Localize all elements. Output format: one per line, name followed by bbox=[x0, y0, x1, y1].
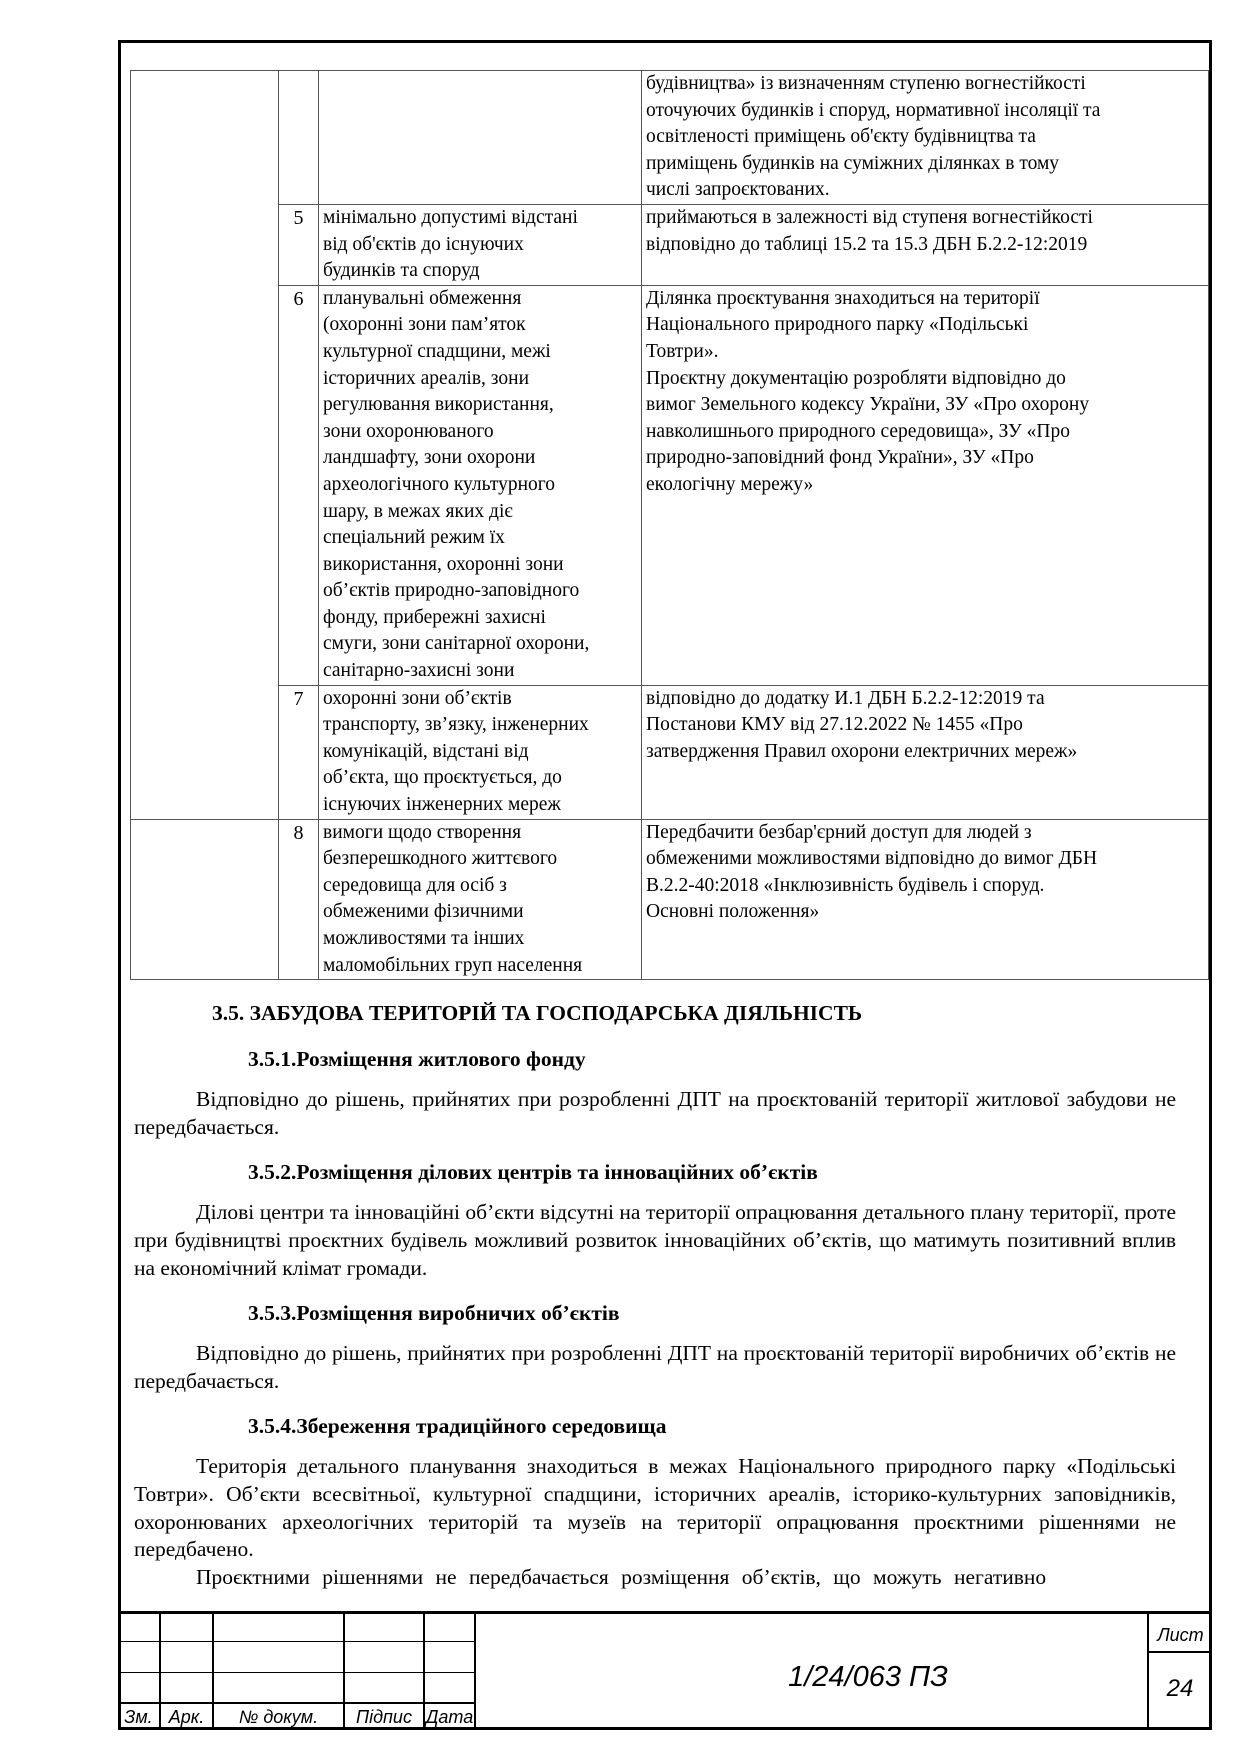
sheet-number: 24 bbox=[1166, 1675, 1194, 1702]
stamp-label-doc-num: № докум. bbox=[238, 1707, 319, 1727]
blank-cell bbox=[131, 204, 279, 285]
subsection-3 bbox=[130, 1298, 1210, 1395]
cell-line: від об'єктів до існуючих bbox=[323, 233, 524, 255]
cell-line: комунікацій, відстані від bbox=[323, 740, 529, 762]
cell-line: Передбачити безбар'єрний доступ для людей з bbox=[646, 821, 1032, 843]
cell-line: використання, охоронні зони bbox=[323, 553, 564, 575]
cell-line: затвердження Правил охорони електричних мереж» bbox=[646, 740, 1078, 762]
subsection-title: 3.5.1.Розміщення житлового фонду bbox=[248, 1047, 586, 1072]
cell-line: відповідно до додатку И.1 ДБН Б.2.2-12:2019 та bbox=[646, 687, 1045, 709]
requirements-table bbox=[130, 70, 1209, 980]
cell-line: історичних ареалів, зони bbox=[323, 367, 530, 389]
subsection-2 bbox=[130, 1157, 1210, 1282]
cell-line: відповідно до таблиці 15.2 та 15.3 ДБН Б.2.2-12:2019 bbox=[646, 233, 1088, 255]
row-number: 5 bbox=[279, 204, 319, 285]
paragraph: Ділові центри та інноваційні об’єкти відсутні на території опрацювання детального плану території, проте при будівництві проєктних будівель можливий розвиток інноваційних об’єктів, що матимуть позитивний вплив на економічний клімат громади. bbox=[134, 1200, 1176, 1280]
cell-line: оточуючих будинків і споруд, нормативної інсоляції та bbox=[646, 99, 1101, 121]
value-cell bbox=[642, 819, 1209, 980]
stamp-label-date: Дата bbox=[425, 1707, 474, 1727]
value-cell bbox=[642, 285, 1209, 685]
table-row bbox=[131, 685, 1209, 819]
cell-line: обмеженими фізичними bbox=[323, 901, 524, 923]
stamp-label-zm: Зм. bbox=[124, 1707, 153, 1727]
parameter-cell bbox=[319, 685, 642, 819]
cell-line: будівництва» із визначенням ступеню вогнестійкості bbox=[646, 73, 1086, 94]
paragraph: Територія детального планування знаходиться в межах Національного природного парку «Подільські Товтри». Об’єкти всесвітньої, культурної спадщини, історичних ареалів, історико-культурних заповідників, охоронюваних археологічних територій та музеїв на території опрацювання проєктними рішеннями не передбачено. bbox=[134, 1454, 1176, 1562]
cell-line: маломобільних груп населення bbox=[323, 954, 583, 976]
stamp-label-ark: Арк. bbox=[168, 1707, 205, 1727]
blank-cell bbox=[131, 71, 279, 205]
cell-line: будинків та споруд bbox=[323, 260, 480, 282]
cell-line: смуги, зони санітарної охорони, bbox=[323, 633, 590, 655]
table-row bbox=[131, 285, 1209, 685]
document-code: 1/24/063 ПЗ bbox=[788, 1661, 948, 1693]
cell-line: середовища для осіб з bbox=[323, 874, 507, 896]
cell-line: об’єкта, що проєктується, до bbox=[323, 767, 562, 789]
cell-line: об’єктів природно-заповідного bbox=[323, 580, 580, 602]
cell-line: існуючих інженерних мереж bbox=[323, 794, 561, 816]
stamp-label-signature: Підпис bbox=[356, 1707, 412, 1727]
cell-line: освітленості приміщень об'єкту будівництва та bbox=[646, 126, 1036, 148]
cell-line: Національного природного парку «Подільські bbox=[646, 314, 1029, 336]
cell-line: Товтри». bbox=[646, 340, 719, 362]
cell-line: Постанови КМУ від 27.12.2022 № 1455 «Про bbox=[646, 714, 1023, 736]
cell-line: числі запроєктованих. bbox=[646, 179, 830, 201]
cell-line: шару, в межах яких діє bbox=[323, 500, 513, 522]
page-content bbox=[130, 70, 1210, 1591]
cell-line: ландшафту, зони охорони bbox=[323, 447, 536, 469]
cell-line: санітарно-захисні зони bbox=[323, 660, 515, 682]
parameter-cell bbox=[319, 285, 642, 685]
cell-line: охоронні зони об’єктів bbox=[323, 687, 512, 709]
cell-line: навколишнього природного середовища», ЗУ «Про bbox=[646, 420, 1070, 442]
cell-line: мінімально допустимі відстані bbox=[323, 206, 578, 228]
cell-line: В.2.2-40:2018 «Інклюзивність будівель і споруд. bbox=[646, 874, 1045, 896]
parameter-cell bbox=[319, 204, 642, 285]
subsection-1 bbox=[130, 1044, 1210, 1141]
parameter-cell bbox=[319, 71, 642, 205]
cell-line: приймаються в залежності від ступеня вогнестійкості bbox=[646, 206, 1093, 228]
subsection-title: 3.5.2.Розміщення ділових центрів та інноваційних об’єктів bbox=[248, 1160, 818, 1185]
parameter-cell bbox=[319, 819, 642, 980]
blank-cell bbox=[131, 285, 279, 685]
cell-line: регулювання використання, bbox=[323, 394, 554, 416]
cell-line: транспорту, зв’язку, інженерних bbox=[323, 714, 589, 736]
row-number: 6 bbox=[279, 285, 319, 685]
subsection-title: 3.5.3.Розміщення виробничих об’єктів bbox=[248, 1301, 620, 1326]
cell-line: вимог Земельного кодексу України, ЗУ «Про охорону bbox=[646, 394, 1090, 416]
cell-line: планувальні обмеження bbox=[323, 287, 522, 309]
cell-line: зони охоронюваного bbox=[323, 420, 494, 442]
stamp-label-sheet: Лист bbox=[1157, 1625, 1204, 1645]
row-number: 8 bbox=[279, 819, 319, 980]
subsection-4 bbox=[130, 1411, 1210, 1591]
row-number: 7 bbox=[279, 685, 319, 819]
blank-cell bbox=[131, 819, 279, 980]
row-number bbox=[279, 71, 319, 205]
cell-line: природно-заповідний фонд України», ЗУ «Про bbox=[646, 447, 1034, 469]
table-row bbox=[131, 819, 1209, 980]
cell-line: археологічного культурного bbox=[323, 473, 556, 495]
cell-line: Основні положення» bbox=[646, 901, 820, 923]
subsection-title: 3.5.4.Збереження традиційного середовища bbox=[248, 1414, 667, 1439]
paragraph: Відповідно до рішень, прийнятих при розробленні ДПТ на проєктованій території виробничих об’єктів не передбачається. bbox=[134, 1341, 1176, 1393]
cell-line: можливостями та інших bbox=[323, 928, 525, 949]
title-block bbox=[118, 1611, 1212, 1730]
cell-line: спеціальний режим їх bbox=[323, 527, 505, 549]
cell-line: екологічну мережу» bbox=[646, 473, 814, 495]
blank-cell bbox=[131, 685, 279, 819]
value-cell bbox=[642, 204, 1209, 285]
cell-line: Проєктну документацію розробляти відповідно до bbox=[646, 367, 1066, 389]
cell-line: (охоронні зони пам’яток bbox=[323, 314, 526, 336]
section-title: 3.5. ЗАБУДОВА ТЕРИТОРІЙ ТА ГОСПОДАРСЬКА ДІЯЛЬНІСТЬ bbox=[212, 1001, 863, 1026]
cell-line: приміщень будинків на суміжних ділянках в тому bbox=[646, 152, 1060, 174]
cell-line: культурної спадщини, межі bbox=[323, 340, 551, 362]
cell-line: Ділянка проєктування знаходиться на території bbox=[646, 287, 1040, 309]
cell-line: вимоги щодо створення bbox=[323, 821, 522, 843]
cell-line: обмеженими можливостями відповідно до вимог ДБН bbox=[646, 848, 1098, 870]
value-cell bbox=[642, 71, 1209, 205]
table-row bbox=[131, 71, 1209, 205]
table-row bbox=[131, 204, 1209, 285]
paragraph: Відповідно до рішень, прийнятих при розробленні ДПТ на проєктованій території житлової забудови не передбачається. bbox=[134, 1087, 1176, 1139]
paragraph: Проєктними рішеннями не передбачається розміщення об’єктів, що можуть негативно bbox=[196, 1564, 1047, 1589]
cell-line: фонду, прибережні захисні bbox=[323, 606, 546, 628]
cell-line: безперешкодного життєвого bbox=[323, 848, 558, 870]
value-cell bbox=[642, 685, 1209, 819]
